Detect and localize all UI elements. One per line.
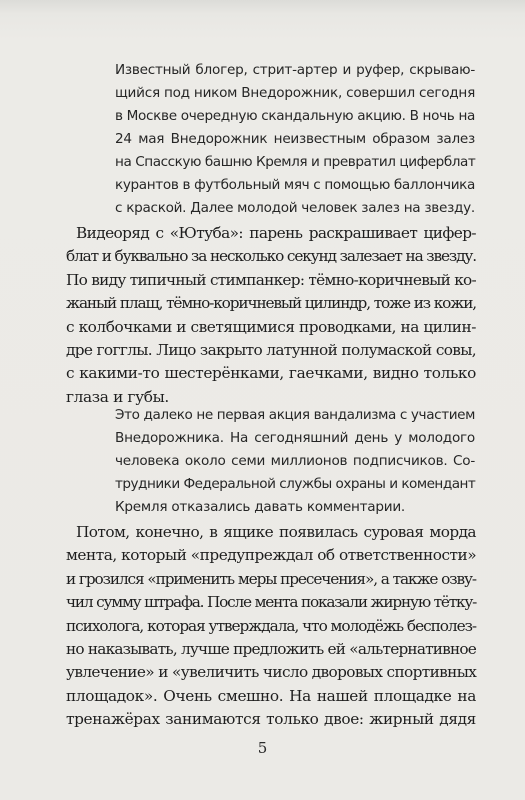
news-quote-block (115, 404, 475, 519)
text-line: увлечение» и «увеличить число дворовых спортивных (66, 663, 477, 682)
body-paragraph (66, 222, 476, 409)
text-line: с краской. Далее молодой человек залез на звезду. (115, 200, 475, 216)
text-line: курантов в футбольный мяч с помощью баллончика (115, 177, 475, 193)
page-number: 5 (257, 739, 268, 757)
text-line: с какими-то шестерёнками, гаечками, видно только (66, 364, 476, 383)
text-line: Потом, конечно, в ящике появилась суровая морда (76, 523, 476, 541)
text-line: Кремля отказались давать комментарии. (115, 499, 405, 515)
text-line: щийся под ником Внедорожник, совершил сегодня (115, 85, 475, 101)
text-line: 24 мая Внедорожник неизвестным образом залез (115, 131, 475, 147)
text-line: психолога, которая утверждала, что молодёжь бесполез- (66, 616, 476, 635)
text-line: но наказывать, лучше предложить ей «альтернативное (66, 640, 476, 659)
text-line: и грозился «применить меры пресечения», а также озву- (66, 569, 476, 588)
text-line: тренажёрах занимаются только двое: жирный дядя (66, 710, 476, 729)
text-line: По виду типичный стимпанкер: тёмно-коричневый ко- (66, 270, 476, 289)
text-line: глаза и губы. (66, 387, 169, 406)
text-line: блат и буквально за несколько секунд залезает на звезду. (66, 247, 476, 266)
body-paragraph (66, 521, 476, 732)
text-line: на Спасскую башню Кремля и превратил циферблат (115, 154, 476, 170)
text-line: трудники Федеральной службы охраны и комендант (115, 476, 476, 492)
text-line: Внедорожника. На сегодняшний день у молодого (115, 430, 475, 446)
text-line: человека около семи миллионов подписчиков. Со- (115, 453, 475, 469)
text-line: площадок». Очень смешно. На нашей площадке на (66, 686, 476, 705)
text-line: жаный плащ, тёмно-коричневый цилиндр, тоже из кожи, (66, 294, 476, 313)
text-line: Это далеко не первая акция вандализма с участием (115, 407, 475, 423)
text-line: Известный блогер, стрит-артер и руфер, скрываю- (115, 62, 475, 78)
text-line: дре гогглы. Лицо закрыто латунной полумаской совы, (66, 341, 476, 360)
text-line: в Москве очередную скандальную акцию. В ночь на (115, 108, 475, 124)
text-line: чил сумму штрафа. После мента показали жирную тётку- (66, 593, 477, 612)
text-line: Видеоряд с «Ютуба»: парень раскрашивает цифер- (76, 224, 476, 242)
text-line: мента, который «предупреждал об ответственности» (66, 546, 477, 565)
news-quote-block (115, 59, 475, 220)
text-line: с колбочками и светящимися проводками, на цилин- (66, 317, 476, 336)
